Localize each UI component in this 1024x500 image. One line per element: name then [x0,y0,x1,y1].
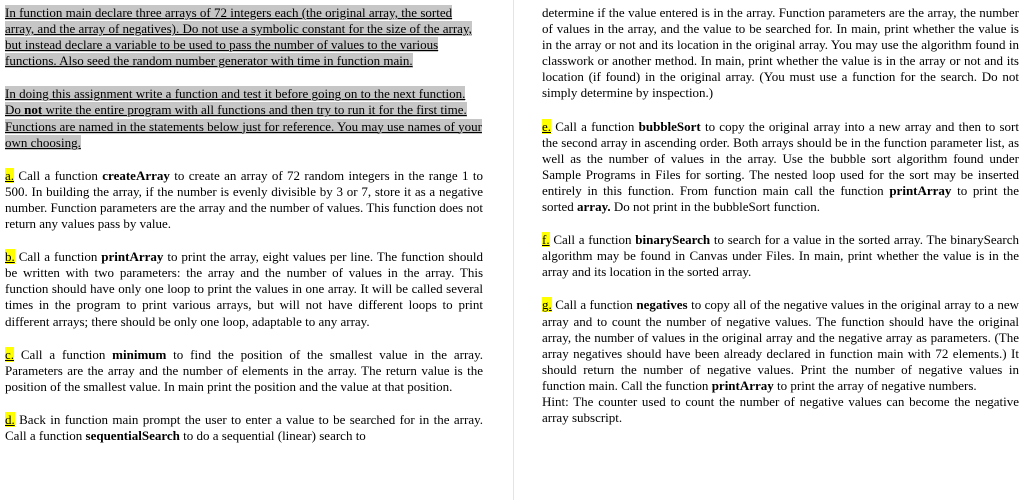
item-d-function: sequentialSearch [85,427,180,443]
item-a [5,168,483,232]
item-d-letter: d. [5,411,15,427]
item-a-function: createArray [102,167,170,183]
item-f-pre: Call a function [549,232,636,248]
right-column [542,5,1019,426]
item-e-array-bold: array. [577,199,611,215]
item-b-function: printArray [101,249,164,265]
item-d-continued-text: determine if the value entered is in the array. Function parameters are the array, the number of values in the array, and the value to be searched for. In main, print whether the value is in the array or not and its location in the original array. You may use the algorithm found in classwork or another method. In main, print whether the value is in the array or not and its location (if found) in the original array. (You must use a function for the search. Do not simply determine by inspection.) [542,5,1019,101]
item-e-text: to copy the original array into a new array and then to sort the second array in ascending order. Both arrays should be in the function parameter list, as well as the number of values in the array. Use the bubble sort algorithm found under Sample Programs in Files for sorting. The nested loop used for the sort may be inserted entirely in this function. From function main call the function [542,118,1019,198]
intro-text-1: In function main declare three arrays of 72 integers each (the original array, the sorted array, and the array of negatives). Do not use a symbolic constant for the size of the array, but instead declare a variable to be used to pass the number of values to the various functions. Also seed the random number generator with time in function main. [5,5,472,69]
item-f [542,232,1019,280]
item-g-function: negatives [636,297,688,313]
item-g-text: to copy all of the negative values in the original array to a new array and to count the number of negative values. The function should have the original array, the number of values in the original array and the negative array as parameters. (The array negatives should have been already declared in function main with 72 elements.) It should return the number of negative values. Print the number of negative values in function main. Call the function [542,297,1020,393]
item-d-pre: Back in function main prompt the user to enter a value to be searched for in the array. Call a function [5,411,483,443]
item-g [542,297,1019,394]
item-e-letter: e. [542,118,552,134]
item-e-text-3: Do not print in the bubbleSort function. [610,199,821,215]
item-e [542,119,1019,216]
item-a-pre: Call a function [14,167,103,183]
item-d [5,412,483,444]
item-b-text: to print the array, eight values per line. The function should be written with two parameters: the array and the number of values in the array. This function should have only one loop to print the values in one array. It will be called several times in the program to print various arrays, but will not have different loops to print different arrays; there should be only one loop, adaptable to any array. [5,249,483,329]
intro-text-2b: write the entire program with all functions and then try to run it for the first time. Functions are named in the statements below just for reference. You may use names of your own choosing. [5,102,482,150]
item-c-letter: c. [5,346,15,362]
column-divider [513,0,514,500]
item-f-letter: f. [542,232,550,248]
item-e-function-2: printArray [889,182,952,198]
item-d-text: to do a sequential (linear) search to [179,427,366,443]
item-c-text: to find the position of the smallest value in the array. Parameters are the array and the number of elements in the array. The return value is the position of the smallest value. In main print the position and the value at that position. [5,346,483,394]
item-c-pre: Call a function [14,346,113,362]
item-g-function-2: printArray [711,377,774,393]
item-f-function: binarySearch [635,232,711,248]
item-g-pre: Call a function [551,297,637,313]
item-e-pre: Call a function [551,118,639,134]
item-b-letter: b. [5,249,15,265]
item-c [5,347,483,395]
intro-paragraph-2 [5,86,483,150]
left-column [5,5,483,444]
item-e-text-2: to print the sorted [542,182,1019,215]
item-a-text: to create an array of 72 random integers in the range 1 to 500. In building the array, if the number is evenly divisible by 3 or 7, store it as a negative number. Function parameters are the array and the number of values. This function does not return any values pass by value. [5,167,483,232]
intro-paragraph-1 [5,5,483,69]
item-g-letter: g. [542,297,552,313]
intro-text-2 [5,86,482,149]
item-d-continued [542,5,1019,102]
hint-paragraph [542,394,1019,426]
item-b-pre: Call a function [14,249,102,265]
item-e-function: bubbleSort [638,118,701,134]
item-b [5,249,483,329]
hint-text: Hint: The counter used to count the number of negative values can become the negative array subscript. [542,393,1019,426]
item-a-letter: a. [5,167,15,183]
intro-text-2a: In doing this assignment write a function and test it before going on to the next function. Do [5,86,466,118]
item-f-text: to search for a value in the sorted array. The binarySearch algorithm may be found in Canvas under Files. In main, print whether the value is in the array and its location in the sorted array. [542,232,1019,280]
intro-not-bold: not [24,102,43,118]
item-g-text-2: to print the array of negative numbers. [773,377,977,393]
item-c-function: minimum [112,346,167,362]
